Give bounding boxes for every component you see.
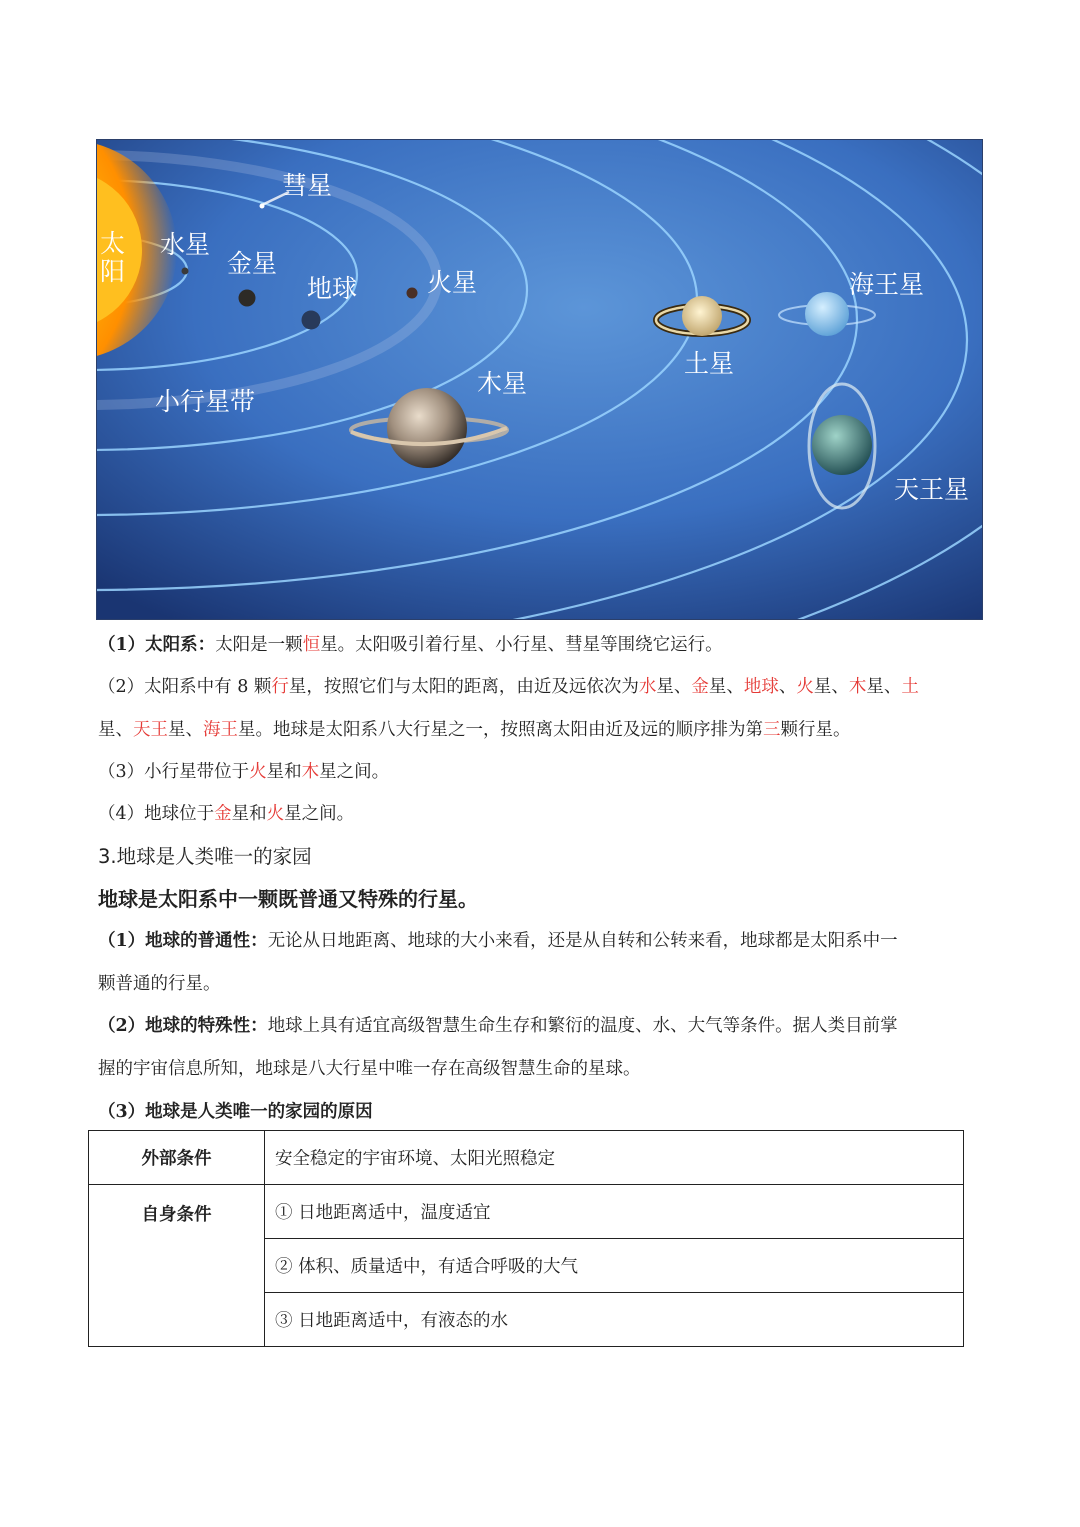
paragraph-planets-line2: 星、天王星、海王星。地球是太阳系八大行星之一，按照离太阳由近及远的顺序排为第三颗行星。 [98, 720, 851, 740]
label-mars: 火星 [427, 268, 478, 297]
space-background [97, 140, 982, 619]
venus [239, 290, 256, 307]
uranus [812, 415, 872, 475]
paragraph-special-line2: 握的宇宙信息所知，地球是八大行星中唯一存在高级智慧生命的星球。 [98, 1059, 641, 1079]
paragraph-ordinary-line2: 颗普通的行星。 [98, 974, 221, 994]
label-neptune: 海王星 [849, 270, 925, 299]
paragraph-ordinary-line1: （1）地球的普通性：无论从日地距离、地球的大小来看，还是从自转和公转来看，地球都是太阳系中一 [98, 931, 898, 951]
external-value: 安全稳定的宇宙环境、太阳光照稳定 [265, 1131, 964, 1185]
label-saturn: 土星 [684, 349, 735, 378]
label-sun-2: 阳 [100, 257, 126, 286]
paragraph-planets-line1: （2）太阳系中有 8 颗行星，按照它们与太阳的距离，由近及远依次为水星、金星、地球、火星、木星、土 [98, 677, 919, 697]
paragraph-solar-system: （1）太阳系：太阳是一颗恒星。太阳吸引着行星、小行星、彗星等围绕它运行。 [98, 635, 723, 655]
saturn [682, 296, 722, 336]
section-subtitle: 地球是太阳系中一颗既普通又特殊的行星。 [98, 887, 478, 911]
paragraph-special-line1: （2）地球的特殊性：地球上具有适宜高级智慧生命生存和繁衍的温度、水、大气等条件。据人类目前掌 [98, 1016, 898, 1036]
reasons-table [88, 1130, 964, 1347]
internal-value-3: ③ 日地距离适中，有液态的水 [265, 1293, 964, 1347]
comet-head [260, 204, 265, 209]
mercury [182, 268, 189, 275]
internal-label: 自身条件 [89, 1185, 265, 1347]
label-uranus: 天王星 [894, 475, 970, 504]
earth [302, 311, 321, 330]
section-title: 3.地球是人类唯一的家园 [98, 845, 312, 868]
solar-system-diagram [97, 140, 982, 619]
label-asteroid-belt: 小行星带 [155, 387, 256, 416]
paragraph-asteroid-belt: （3）小行星带位于火星和木星之间。 [98, 762, 390, 782]
jupiter [387, 388, 467, 468]
label-comet: 彗星 [282, 171, 333, 200]
label-sun-1: 太 [100, 229, 126, 258]
label-venus: 金星 [227, 249, 278, 278]
neptune [805, 292, 849, 336]
mars [407, 288, 418, 299]
paragraph-earth-position: （4）地球位于金星和火星之间。 [98, 804, 355, 824]
label-jupiter: 木星 [477, 369, 528, 398]
label-mercury: 水星 [160, 230, 211, 259]
table-row [89, 1131, 964, 1185]
internal-value-2: ② 体积、质量适中，有适合呼吸的大气 [265, 1239, 964, 1293]
label-solar-system: （1）太阳系： [98, 635, 216, 655]
reasons-heading: （3）地球是人类唯一的家园的原因 [98, 1102, 373, 1122]
table-row [89, 1185, 964, 1239]
external-label: 外部条件 [89, 1131, 265, 1185]
internal-value-1: ① 日地距离适中，温度适宜 [265, 1185, 964, 1239]
label-earth: 地球 [307, 274, 358, 303]
